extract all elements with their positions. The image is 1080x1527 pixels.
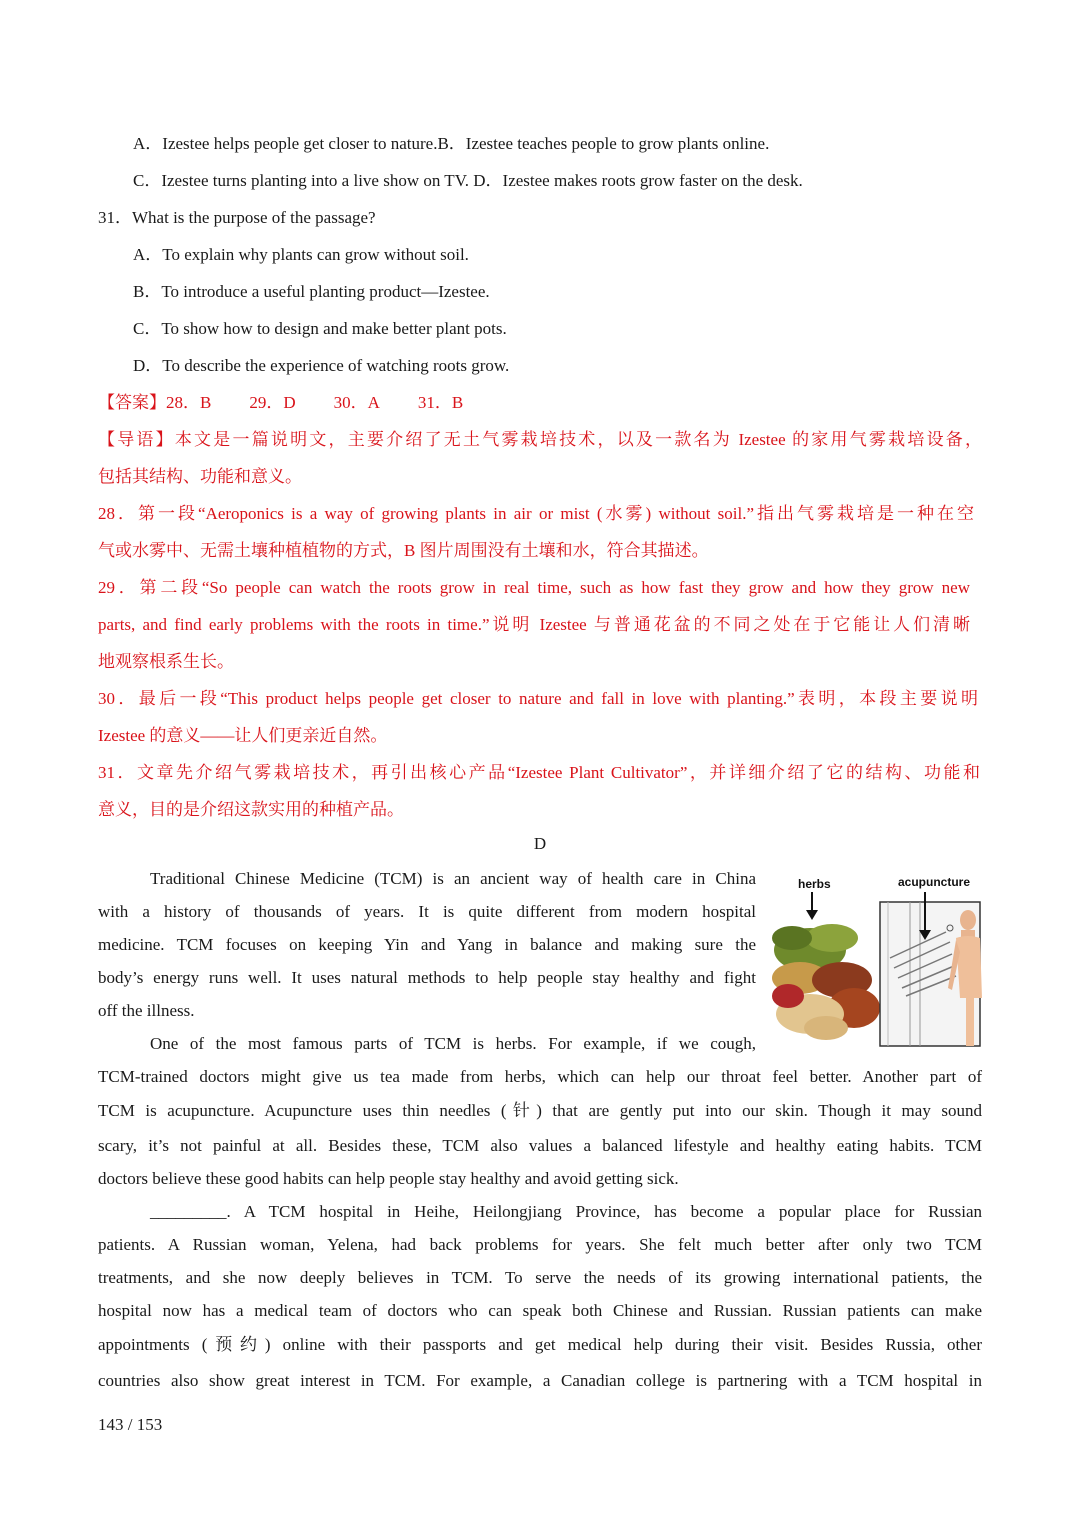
q31-option-d: D．To describe the experience of watching roots grow. bbox=[133, 356, 510, 375]
p3-line-6: countries also show great interest in TCM. For example, a Canadian college is partnering with a TCM hospital in bbox=[98, 1371, 982, 1390]
p2-line-2: TCM-trained doctors might give us tea made from herbs, which can help our throat feel better. Another part of bbox=[98, 1067, 982, 1086]
p1-line-3: medicine. TCM focuses on keeping Yin and Yang in balance and making sure the bbox=[98, 935, 756, 954]
p2-line-1: One of the most famous parts of TCM is herbs. For example, if we cough, bbox=[150, 1034, 756, 1053]
explanation-28-line-2: 气或水雾中、无需土壤种植植物的方式，B 图片周围没有土壤和水，符合其描述。 bbox=[98, 541, 709, 560]
p3-line-5: appointments (预约) online with their passports and get medical help during their visit. Besides Russia, other bbox=[98, 1335, 982, 1354]
answer-29: 29．D bbox=[249, 393, 296, 412]
p3-line-2: patients. A Russian woman, Yelena, had back problems for years. She felt much better after only two TCM bbox=[98, 1235, 982, 1254]
herbs-arrow-icon bbox=[806, 892, 818, 920]
herbs-label: herbs bbox=[798, 877, 831, 891]
answer-28: 28．B bbox=[166, 393, 212, 412]
q31-option-b: B．To introduce a useful planting product—Izestee. bbox=[133, 282, 490, 301]
explanation-29-line-2: parts, and find early problems with the roots in time.”说明 Izestee 与普通花盆的不同之处在于它能让人们清晰 bbox=[98, 615, 970, 634]
answer-label: 【答案】 bbox=[98, 393, 166, 412]
explanation-30-line-2: Izestee 的意义——让人们更亲近自然。 bbox=[98, 726, 388, 745]
q31-option-c: C．To show how to design and make better plant pots. bbox=[133, 319, 507, 338]
explanation-30-line-1: 30．最后一段“This product helps people get closer to nature and fall in love with planting.”表明，本段主要说明 bbox=[98, 689, 978, 708]
explanation-29-line-3: 地观察根系生长。 bbox=[98, 652, 234, 671]
guide-line-1: 【导语】本文是一篇说明文，主要介绍了无土气雾栽培技术，以及一款名为 Izestee 的家用气雾栽培设备， bbox=[98, 430, 982, 449]
answer-line bbox=[98, 391, 463, 415]
section-title: D bbox=[533, 834, 547, 853]
p3-line-1: _________. A TCM hospital in Heihe, Heilongjiang Province, has become a popular place for Russian bbox=[150, 1202, 982, 1221]
p1-line-2: with a history of thousands of years. It is quite different from modern hospital bbox=[98, 902, 756, 921]
q30-options-line-1: A．Izestee helps people get closer to nature.B．Izestee teaches people to grow plants online. bbox=[133, 134, 770, 153]
guide-line-2: 包括其结构、功能和意义。 bbox=[98, 467, 302, 486]
tcm-illustration bbox=[770, 868, 982, 1048]
p3-line-4: hospital now has a medical team of doctors who can speak both Chinese and Russian. Russian patients can make bbox=[98, 1301, 982, 1320]
page-number: 143 / 153 bbox=[98, 1415, 163, 1434]
explanation-29-line-1: 29．第二段“So people can watch the roots grow in real time, such as how fast they grow and how they grow new bbox=[98, 578, 970, 597]
answer-31: 31．B bbox=[417, 393, 464, 412]
p2-line-4: scary, it’s not painful at all. Besides these, TCM also values a balanced lifestyle and healthy eating habits. TCM bbox=[98, 1136, 982, 1155]
p2-line-3: TCM is acupuncture. Acupuncture uses thin needles (针) that are gently put into our skin. Though it may sound bbox=[98, 1101, 982, 1120]
q31-option-a: A．To explain why plants can grow without soil. bbox=[133, 245, 469, 264]
q31-stem: 31．What is the purpose of the passage? bbox=[98, 208, 376, 227]
explanation-28-line-1: 28．第一段“Aeroponics is a way of growing plants in air or mist (水雾) without soil.”指出气雾栽培是一种在空 bbox=[98, 504, 974, 523]
explanation-31-line-1: 31．文章先介绍气雾栽培技术，再引出核心产品“Izestee Plant Cultivator”，并详细介绍了它的结构、功能和 bbox=[98, 763, 980, 782]
q30-options-line-2: C．Izestee turns planting into a live show on TV. D．Izestee makes roots grow faster on the desk. bbox=[133, 171, 803, 190]
p2-line-5: doctors believe these good habits can help people stay healthy and avoid getting sick. bbox=[98, 1169, 679, 1188]
p1-line-5: off the illness. bbox=[98, 1001, 195, 1020]
answer-30: 30．A bbox=[333, 393, 380, 412]
herbs-pile-icon bbox=[772, 924, 880, 1040]
p1-line-1: Traditional Chinese Medicine (TCM) is an ancient way of health care in China bbox=[150, 869, 756, 888]
acupuncture-label: acupuncture bbox=[898, 875, 971, 889]
p1-line-4: body’s energy runs well. It uses natural methods to help people stay healthy and fight bbox=[98, 968, 756, 987]
p3-line-3: treatments, and she now deeply believes in TCM. To serve the needs of its growing international patients, the bbox=[98, 1268, 982, 1287]
explanation-31-line-2: 意义，目的是介绍这款实用的种植产品。 bbox=[98, 800, 404, 819]
